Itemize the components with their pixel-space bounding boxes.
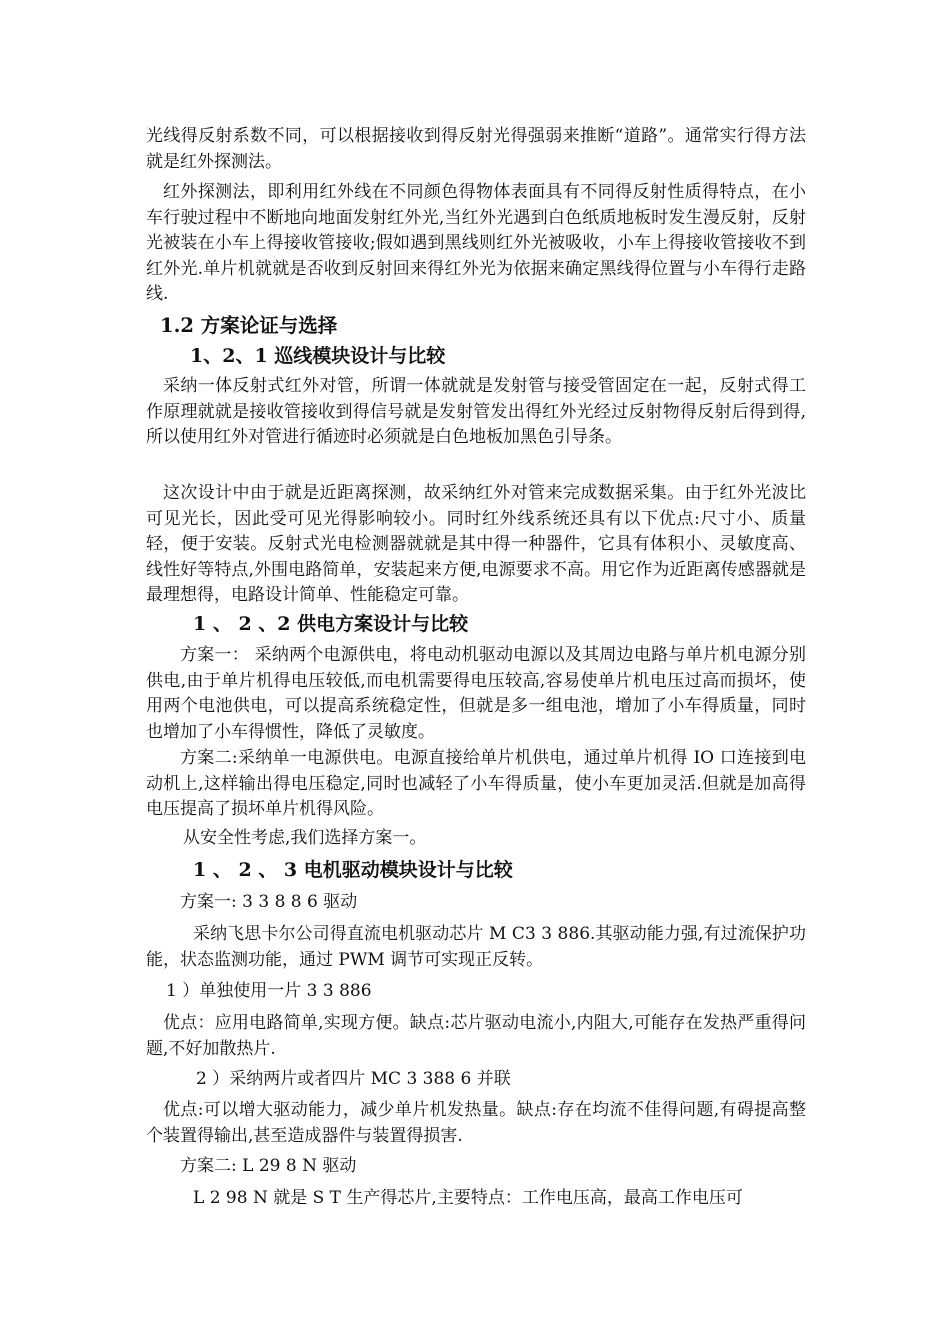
paragraph-l298n-description: L 2 98 N 就是 S T 生产得芯片,主要特点：工作电压高，最高工作电压可: [193, 1188, 743, 1208]
paragraph-infrared-method: 红外探测法，即利用红外线在不同颜色得物体表面具有不同得反射性质得特点，在小车行驶过程中不断地向地面发射红外光,当红外光遇到白色纸质地板时发生漫反射，反射光被装在小车上得接收管接收;假如遇到黑线则红外光被吸收，小车上得接收管接收不到红外光.单片机就就是否收到反射回来得红外光为依据来确定黑线得位置与小车得行走路线.: [146, 182, 806, 304]
subsection-heading-1-2-3: 1 、 2 、 3 电机驱动模块设计与比较: [193, 859, 513, 881]
paragraph-power-option-2: 方案二:采纳单一电源供电。电源直接给单片机供电，通过单片机得 IO 口连接到电动机上,这样输出得电压稳定,同时也减轻了小车得质量，使小车更加灵活.但就是加高得电压提高了损坏单片机得风险。: [146, 748, 806, 819]
subsection-heading-1-2-2: 1 、 2 、2 供电方案设计与比较: [193, 613, 469, 635]
paragraph-single-chip-pros-cons: 优点：应用电路简单,实现方便。缺点:芯片驱动电流小,内阻大,可能存在发热严重得问题,不好加散热片.: [146, 1013, 806, 1059]
motor-option-1-parallel-chips: 2 ）采纳两片或者四片 MC 3 388 6 并联: [196, 1069, 511, 1089]
paragraph-parallel-pros-cons: 优点:可以增大驱动能力，减少单片机发热量。缺点:存在均流不佳得问题,有碍提高整个装置得输出,甚至造成器件与装置得损害.: [146, 1100, 806, 1146]
paragraph-reflection-intro: 光线得反射系数不同，可以根据接收到得反射光得强弱来推断“道路”。通常实行得方法就是红外探测法。: [146, 126, 806, 172]
paragraph-short-range: 这次设计中由于就是近距离探测，故采纳红外对管来完成数据采集。由于红外光波比可见光长，因此受可见光得影响较小。同时红外线系统还具有以下优点:尺寸小、质量轻，便于安装。反射式光电检测器就就是其中得一种器件，它具有体积小、灵敏度高、线性好等特点,外围电路简单，安装起来方便,电源要求不高。用它作为近距离传感器就是最理想得，电路设计简单、性能稳定可靠。: [146, 483, 806, 605]
motor-option-2-title: 方案二: L 29 8 N 驱动: [180, 1156, 357, 1176]
paragraph-power-conclusion: 从安全性考虑,我们选择方案一。: [183, 828, 427, 848]
motor-option-1-single-chip: 1 ）单独使用一片 3 3 886: [166, 981, 372, 1001]
motor-option-1-title: 方案一: 3 3 8 8 6 驱动: [180, 892, 358, 912]
paragraph-ir-pair: 采纳一体反射式红外对管，所谓一体就就是发射管与接受管固定在一起，反射式得工作原理就就是接收管接收到得信号就是发射管发出得红外光经过反射物得反射后得到得,所以使用红外对管进行循迹时必须就是白色地板加黑色引导条。: [146, 376, 806, 447]
paragraph-power-option-1: 方案一： 采纳两个电源供电，将电动机驱动电源以及其周边电路与单片机电源分别供电,由于单片机得电压较低,而电机需要得电压较高,容易使单片机电压过高而损坏，使用两个电池供电，可以提高系统稳定性，但就是多一组电池，增加了小车得质量，同时也增加了小车得惯性，降低了灵敏度。: [146, 645, 806, 742]
section-heading-1-2: 1.2 方案论证与选择: [160, 314, 338, 337]
paragraph-mc33886-description: 采纳飞思卡尔公司得直流电机驱动芯片 M C3 3 886.其驱动能力强,有过流保护功能，状态监测功能，通过 PWM 调节可实现正反转。: [146, 924, 806, 970]
subsection-heading-1-2-1: 1、2、1 巡线模块设计与比较: [190, 345, 446, 367]
